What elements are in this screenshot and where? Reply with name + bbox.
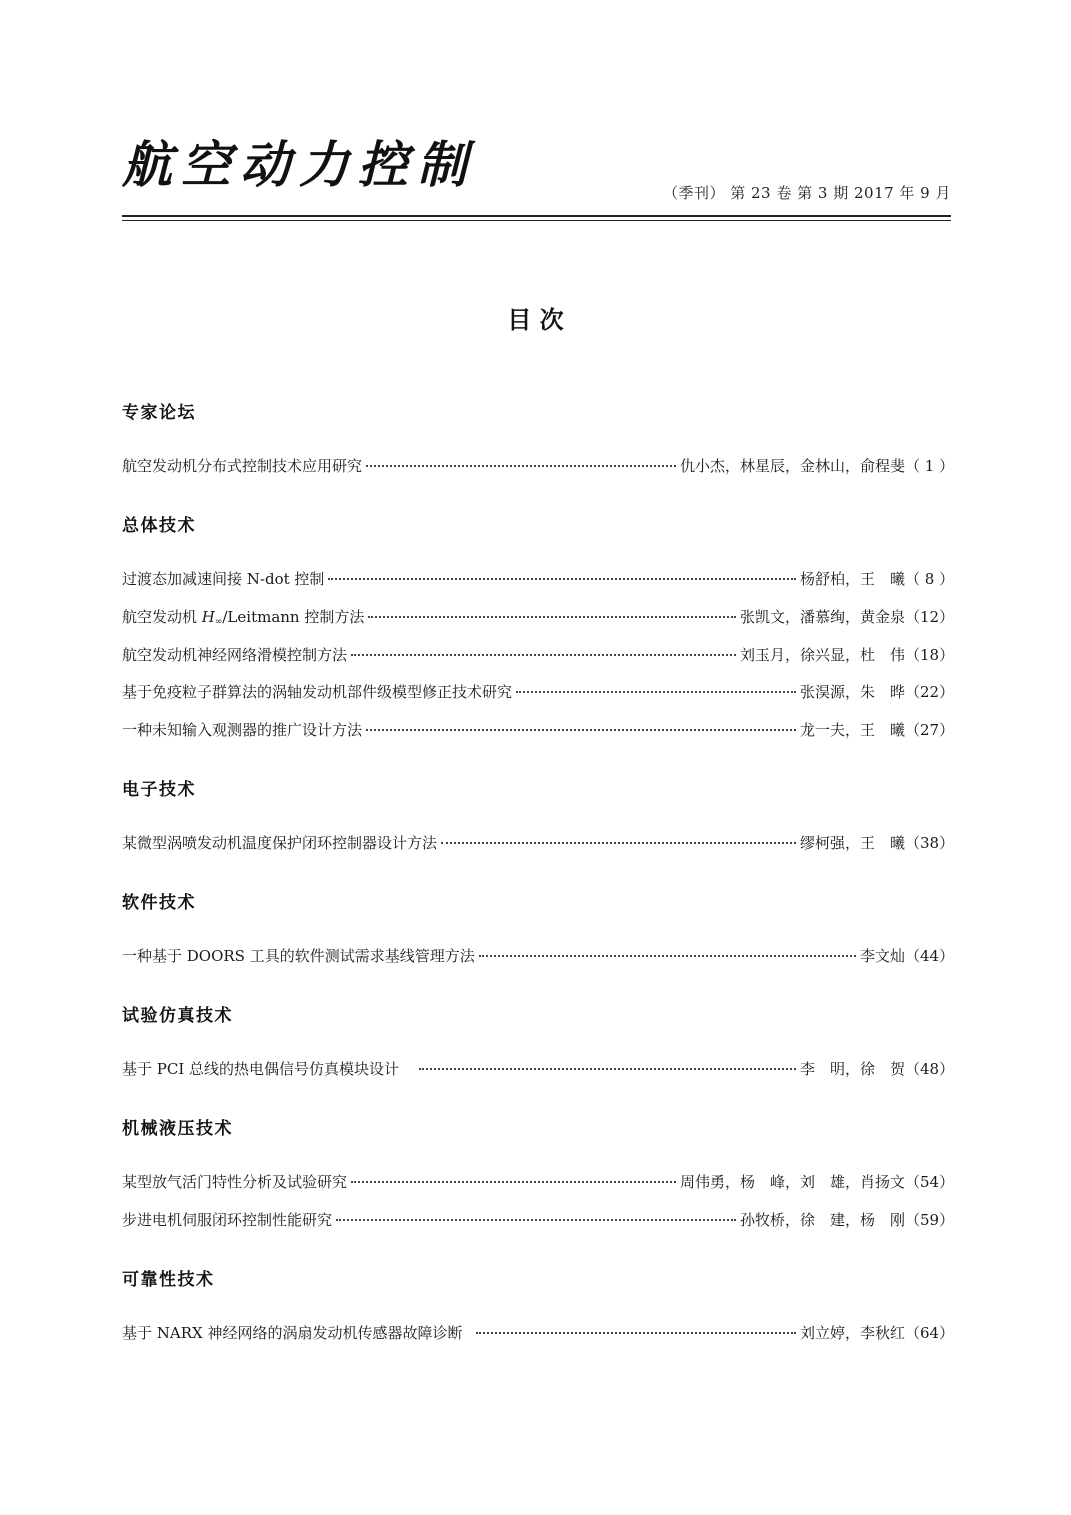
entry-authors: 龙一夫，王 曦 <box>799 721 905 739</box>
entry-authors: 刘立婷，李秋红 <box>799 1324 905 1342</box>
entry-authors: 张淏源，朱 晔 <box>799 683 905 701</box>
section-heading: 试验仿真技术 <box>122 1006 233 1026</box>
entry-authors: 杨舒柏，王 曦 <box>799 570 905 588</box>
entry-page[interactable]: （12） <box>905 608 955 626</box>
entry-page[interactable]: （18） <box>905 646 955 664</box>
entry-title-italic: H <box>201 608 215 626</box>
entry-title[interactable]: 基于免疫粒子群算法的涡轴发动机部件级模型修正技术研究 <box>122 683 513 701</box>
dot-leader <box>328 577 796 580</box>
toc-entry[interactable] <box>122 944 955 968</box>
toc-entry[interactable] <box>122 454 955 478</box>
header-rule-thin <box>122 220 951 221</box>
entry-authors: 李 明，徐 贺 <box>799 1060 905 1078</box>
entry-title[interactable]: 某型放气活门特性分析及试验研究 <box>122 1173 348 1191</box>
entry-authors: 张凯文，潘慕绚，黄金泉 <box>739 608 905 626</box>
section-heading: 软件技术 <box>122 893 196 913</box>
dot-leader <box>479 954 856 957</box>
header-rule-thick <box>122 215 951 217</box>
dot-leader <box>366 464 676 467</box>
dot-leader <box>441 841 796 844</box>
toc-entry[interactable] <box>122 718 955 742</box>
toc-entry[interactable] <box>122 1170 955 1194</box>
dot-leader <box>368 615 736 618</box>
entry-title[interactable] <box>122 605 364 634</box>
toc-entry[interactable] <box>122 1208 955 1232</box>
section-heading: 专家论坛 <box>122 403 196 423</box>
toc-entry[interactable] <box>122 605 955 629</box>
entry-title[interactable]: 一种基于 DOORS 工具的软件测试需求基线管理方法 <box>122 947 475 965</box>
entry-page[interactable]: （48） <box>905 1060 955 1078</box>
entry-authors: 孙牧桥，徐 建，杨 刚 <box>739 1211 905 1229</box>
journal-title: 航空动力控制 <box>122 135 476 194</box>
entry-title-suffix: /Leitmann 控制方法 <box>222 608 365 626</box>
dot-leader <box>366 728 796 731</box>
dot-leader <box>419 1067 796 1070</box>
toc-title: 目 次 <box>507 306 564 334</box>
dot-leader <box>516 690 796 693</box>
entry-title[interactable]: 步进电机伺服闭环控制性能研究 <box>122 1211 333 1229</box>
section-heading: 总体技术 <box>122 516 196 536</box>
entry-authors: 刘玉月，徐兴显，杜 伟 <box>739 646 905 664</box>
entry-page[interactable]: （22） <box>905 683 955 701</box>
entry-title[interactable]: 航空发动机神经网络滑模控制方法 <box>122 646 348 664</box>
toc-entry[interactable] <box>122 643 955 667</box>
dot-leader <box>476 1331 796 1334</box>
entry-authors: 缪柯强，王 曦 <box>799 834 905 852</box>
entry-page[interactable]: （27） <box>905 721 955 739</box>
entry-page[interactable]: （ 8 ） <box>905 570 955 588</box>
toc-entry[interactable] <box>122 567 955 591</box>
toc-entry[interactable] <box>122 1321 955 1345</box>
entry-page[interactable]: （59） <box>905 1211 955 1229</box>
section-heading: 机械液压技术 <box>122 1119 233 1139</box>
section-heading: 可靠性技术 <box>122 1270 215 1290</box>
entry-page[interactable]: （38） <box>905 834 955 852</box>
entry-title[interactable]: 某微型涡喷发动机温度保护闭环控制器设计方法 <box>122 834 438 852</box>
entry-page[interactable]: （44） <box>905 947 955 965</box>
dot-leader <box>351 1180 676 1183</box>
entry-title[interactable]: 航空发动机分布式控制技术应用研究 <box>122 457 363 475</box>
entry-title-subscript: ∞ <box>214 617 223 627</box>
entry-title[interactable]: 一种未知输入观测器的推广设计方法 <box>122 721 363 739</box>
issue-info: （季刊） 第 23 卷 第 3 期 2017 年 9 月 <box>662 184 951 202</box>
entry-title[interactable]: 过渡态加减速间接 N-dot 控制 <box>122 570 325 588</box>
entry-authors: 周伟勇，杨 峰，刘 雄，肖扬文 <box>679 1173 905 1191</box>
entry-title-prefix: 航空发动机 <box>122 608 202 626</box>
dot-leader <box>351 653 736 656</box>
entry-page[interactable]: （ 1 ） <box>905 457 955 475</box>
entry-title[interactable]: 基于 PCI 总线的热电偶信号仿真模块设计 <box>122 1060 400 1078</box>
entry-page[interactable]: （64） <box>905 1324 955 1342</box>
dot-leader <box>336 1218 736 1221</box>
entry-title[interactable]: 基于 NARX 神经网络的涡扇发动机传感器故障诊断 <box>122 1324 463 1342</box>
entry-page[interactable]: （54） <box>905 1173 955 1191</box>
entry-authors: 李文灿 <box>859 947 905 965</box>
section-heading: 电子技术 <box>122 780 196 800</box>
toc-entry[interactable] <box>122 680 955 704</box>
toc-entry[interactable] <box>122 831 955 855</box>
toc-entry[interactable] <box>122 1057 955 1081</box>
entry-authors: 仇小杰，林星辰，金林山，俞程斐 <box>679 457 905 475</box>
